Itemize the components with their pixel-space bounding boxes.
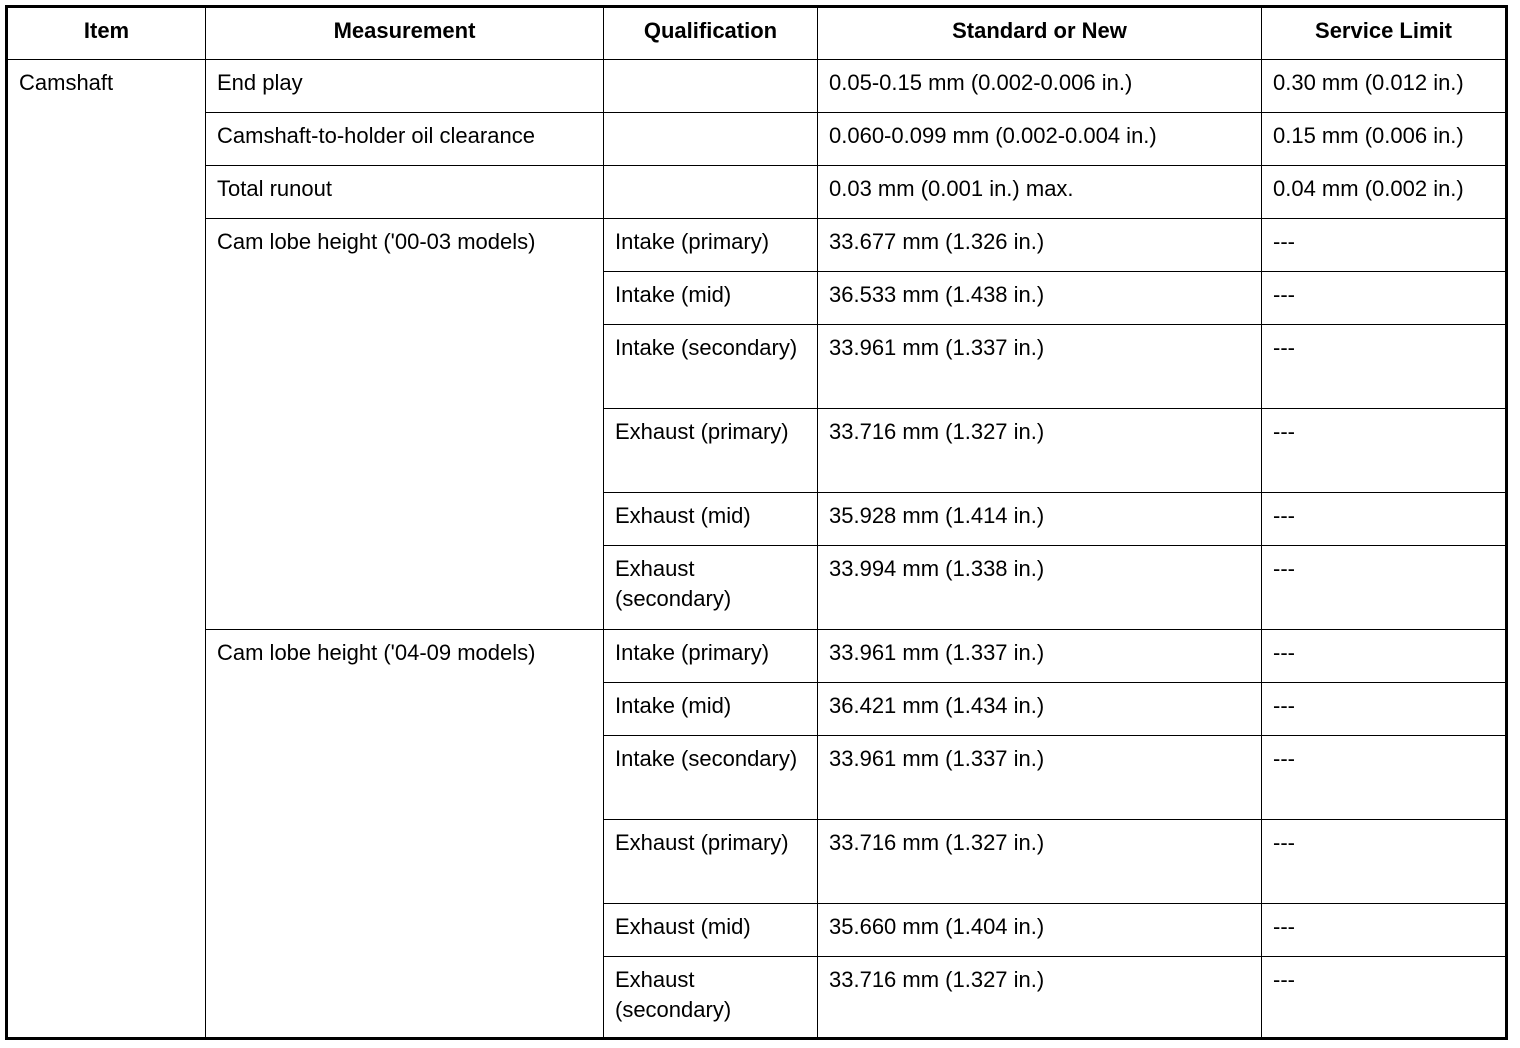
service-limit-cell: 0.15 mm (0.006 in.) — [1262, 113, 1507, 166]
standard-cell: 36.421 mm (1.434 in.) — [818, 683, 1262, 736]
measurement-group-cell: Cam lobe height ('04-09 models) — [206, 630, 604, 1039]
item-cell: Camshaft — [7, 60, 206, 1039]
table-row — [7, 166, 1507, 219]
service-limit-cell: --- — [1262, 272, 1507, 325]
service-limit-cell: --- — [1262, 493, 1507, 546]
camshaft-spec-table — [5, 5, 1508, 1040]
qualification-cell: Intake (secondary) — [604, 736, 818, 820]
standard-cell: 33.716 mm (1.327 in.) — [818, 820, 1262, 904]
qualification-cell: Intake (mid) — [604, 683, 818, 736]
standard-cell: 33.716 mm (1.327 in.) — [818, 957, 1262, 1039]
standard-cell: 33.716 mm (1.327 in.) — [818, 409, 1262, 493]
standard-cell: 33.994 mm (1.338 in.) — [818, 546, 1262, 630]
qualification-cell — [604, 60, 818, 113]
header-standard: Standard or New — [818, 7, 1262, 60]
standard-cell: 33.961 mm (1.337 in.) — [818, 736, 1262, 820]
service-limit-cell: --- — [1262, 736, 1507, 820]
service-limit-cell: --- — [1262, 904, 1507, 957]
standard-cell: 35.660 mm (1.404 in.) — [818, 904, 1262, 957]
table-row — [7, 630, 1507, 683]
service-limit-cell: --- — [1262, 409, 1507, 493]
header-measurement: Measurement — [206, 7, 604, 60]
qualification-cell: Intake (mid) — [604, 272, 818, 325]
service-limit-cell: --- — [1262, 820, 1507, 904]
qualification-cell: Exhaust (mid) — [604, 904, 818, 957]
table-row — [7, 60, 1507, 113]
measurement-cell: Camshaft-to-holder oil clearance — [206, 113, 604, 166]
service-limit-cell: --- — [1262, 957, 1507, 1039]
service-limit-cell: --- — [1262, 630, 1507, 683]
table-row — [7, 113, 1507, 166]
qualification-cell: Exhaust (secondary) — [604, 546, 818, 630]
qualification-cell: Exhaust (primary) — [604, 820, 818, 904]
qualification-cell: Intake (primary) — [604, 630, 818, 683]
service-limit-cell: 0.04 mm (0.002 in.) — [1262, 166, 1507, 219]
qualification-cell — [604, 113, 818, 166]
qualification-cell: Exhaust (primary) — [604, 409, 818, 493]
measurement-cell: End play — [206, 60, 604, 113]
qualification-cell — [604, 166, 818, 219]
service-limit-cell: --- — [1262, 325, 1507, 409]
qualification-cell: Intake (secondary) — [604, 325, 818, 409]
header-item: Item — [7, 7, 206, 60]
header-qualification: Qualification — [604, 7, 818, 60]
standard-cell: 33.961 mm (1.337 in.) — [818, 325, 1262, 409]
qualification-cell: Exhaust (mid) — [604, 493, 818, 546]
standard-cell: 0.060-0.099 mm (0.002-0.004 in.) — [818, 113, 1262, 166]
service-limit-cell: --- — [1262, 683, 1507, 736]
standard-cell: 33.677 mm (1.326 in.) — [818, 219, 1262, 272]
service-limit-cell: 0.30 mm (0.012 in.) — [1262, 60, 1507, 113]
measurement-group-cell: Cam lobe height ('00-03 models) — [206, 219, 604, 630]
measurement-cell: Total runout — [206, 166, 604, 219]
table-row — [7, 219, 1507, 272]
standard-cell: 0.03 mm (0.001 in.) max. — [818, 166, 1262, 219]
service-limit-cell: --- — [1262, 546, 1507, 630]
header-row — [7, 7, 1507, 60]
header-service-limit: Service Limit — [1262, 7, 1507, 60]
standard-cell: 36.533 mm (1.438 in.) — [818, 272, 1262, 325]
qualification-cell: Exhaust (secondary) — [604, 957, 818, 1039]
standard-cell: 35.928 mm (1.414 in.) — [818, 493, 1262, 546]
standard-cell: 33.961 mm (1.337 in.) — [818, 630, 1262, 683]
qualification-cell: Intake (primary) — [604, 219, 818, 272]
standard-cell: 0.05-0.15 mm (0.002-0.006 in.) — [818, 60, 1262, 113]
service-limit-cell: --- — [1262, 219, 1507, 272]
